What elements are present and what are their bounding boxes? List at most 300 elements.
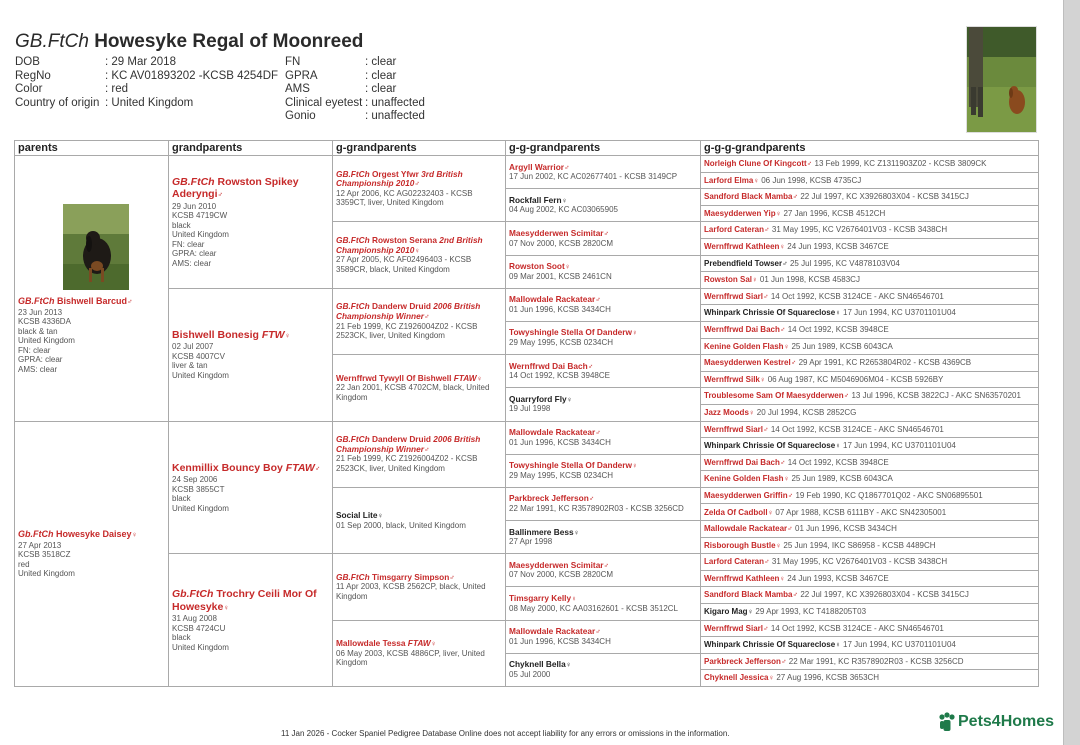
pedigree-row: [15, 156, 1039, 173]
g-g-g-grandparent-cell: [701, 670, 1039, 687]
sex-symbol: ♂: [588, 494, 595, 504]
dog-name-text: Larford Cateran: [704, 225, 765, 235]
dog-detail: GPRA: clear: [172, 249, 217, 259]
sex-symbol: ♀: [631, 461, 638, 471]
dog-name[interactable]: [509, 660, 697, 670]
title-suffix: FTW: [261, 328, 285, 341]
dog-name[interactable]: [172, 329, 329, 343]
dog-detail: KCSB 4336DA: [18, 317, 71, 327]
dog-detail: United Kingdom: [172, 642, 229, 652]
dog-detail: 12 Apr 2006, KC AG02232403 - KCSB 3359CT, liver, United Kingdom: [336, 188, 473, 208]
sex-symbol: ♂: [792, 192, 799, 202]
g-g-grandparent-cell: [506, 587, 701, 620]
dog-name[interactable]: [509, 295, 697, 305]
dog-detail: 06 Jun 1998, KCSB 4735CJ: [761, 175, 862, 185]
g-g-g-grandparent-cell: [701, 637, 1039, 654]
dog-name[interactable]: [704, 225, 770, 234]
dog-name-text: Risborough Bustle: [704, 540, 776, 550]
g-g-g-grandparent-cell: [701, 205, 1039, 222]
dog-name-text: Troublesome Sam Of Maesydderwen: [704, 391, 844, 401]
sex-symbol: ♂: [762, 623, 769, 633]
info-label: RegNo: [15, 69, 51, 82]
g-g-g-grandparent-cell: [701, 371, 1039, 388]
dog-name-text: Timsgarry Simpson: [371, 571, 450, 582]
dog-name[interactable]: [509, 163, 697, 173]
dog-name-text: Howesyke Daisey: [56, 529, 132, 539]
footer-disclaimer: 11 Jan 2026 - Cocker Spaniel Pedigree Database Online does not accept liability for any errors or omissions in the information.: [281, 729, 730, 738]
dog-name[interactable]: [509, 627, 697, 637]
parent-cell: [15, 156, 169, 422]
grandparent-cell: [169, 421, 333, 554]
dog-name[interactable]: [336, 573, 502, 583]
g-g-grandparent-cell: [506, 521, 701, 554]
dog-name-text: Wernffrwd Dai Bach: [704, 457, 780, 467]
sex-symbol: ♂: [414, 179, 421, 189]
dog-name-text: Maesydderwen Kestrel: [704, 358, 791, 368]
dog-detail: 13 Jul 1996, KCSB 3822CJ - AKC SN63570201: [851, 391, 1021, 401]
dog-name-text: Whinpark Chrissie Of Squareclose: [704, 441, 836, 451]
dog-detail: 14 Oct 1992, KCSB 3124CE - AKC SN46546701: [770, 291, 944, 301]
dog-detail: 02 Jul 2007: [172, 342, 214, 352]
dog-name-text: Danderw Druid: [371, 434, 431, 445]
g-g-g-grandparent-cell: [701, 521, 1039, 538]
info-value: : 29 Mar 2018: [105, 56, 176, 68]
dog-detail: 22 Jan 2001, KCSB 4702CM, black, United Kingdom: [336, 383, 490, 402]
sex-symbol: ♀: [564, 262, 571, 272]
title-suffix: FTAW: [285, 461, 315, 474]
dog-detail: FN: clear: [172, 239, 205, 249]
dog-detail: 25 Jun 1989, KCSB 6043CA: [791, 341, 893, 351]
sex-symbol: ♂: [595, 428, 601, 438]
sex-symbol: ♂: [779, 457, 786, 467]
dog-detail: 01 Jun 1996, KCSB 3434CH: [509, 636, 611, 646]
info-label: Clinical eyetest: [285, 96, 363, 109]
dog-name-text: Maesydderwen Griffin: [704, 490, 788, 500]
dog-name-text: Mallowdale Rackatear: [509, 294, 596, 305]
info-row: [285, 97, 425, 111]
title-prefix: GB.FtCh: [336, 168, 370, 179]
sex-symbol: ♀: [779, 242, 786, 252]
dog-name[interactable]: [704, 375, 765, 384]
dog-name-text: Whinpark Chrissie Of Squareclose: [704, 640, 836, 650]
parent-cell: [15, 421, 169, 687]
dog-name[interactable]: [704, 541, 781, 550]
sex-symbol: ♀: [131, 530, 138, 539]
g-g-g-grandparent-cell: [701, 537, 1039, 554]
dog-name[interactable]: [704, 242, 785, 251]
dog-name-text: Bishwell Bonesig: [172, 328, 259, 341]
dog-name-text: Maesydderwen Scimitar: [509, 227, 604, 238]
g-g-g-grandparent-cell: [701, 338, 1039, 355]
dog-name[interactable]: [704, 508, 773, 517]
dog-name[interactable]: [704, 342, 789, 351]
dog-name[interactable]: [509, 594, 697, 604]
dog-name[interactable]: [509, 428, 697, 438]
dog-detail: 21 Feb 1999, KC Z1926004Z02 - KCSB 2523CK, liver, United Kingdom: [336, 321, 478, 341]
g-g-g-grandparent-cell: [701, 305, 1039, 322]
dog-name[interactable]: [509, 328, 697, 338]
dog-name[interactable]: [704, 292, 769, 301]
sex-symbol: ♀: [835, 441, 841, 451]
sex-symbol: ♀: [752, 275, 758, 285]
dog-detail: United Kingdom: [172, 503, 229, 513]
sex-symbol: ♂: [762, 291, 769, 301]
info-value: : clear: [365, 83, 397, 96]
dog-detail: 07 Apr 1988, KCSB 6111BY - AKC SN42305001: [775, 507, 947, 517]
sex-symbol: ♀: [779, 573, 786, 583]
title-suffix: 2006 British Championship Winner: [336, 434, 481, 454]
grandparent-cell: [169, 288, 333, 421]
page-title: [15, 31, 363, 53]
g-g-grandparent-cell: [506, 487, 701, 520]
title-suffix: FTAW: [407, 638, 431, 649]
dog-detail: 29 May 1995, KCSB 0234CH: [509, 338, 614, 348]
dog-detail: 01 Jun 1996, KCSB 3434CH: [795, 524, 897, 534]
dog-name-text: Wernffrwd Kathleen: [704, 242, 780, 252]
dog-name[interactable]: [704, 458, 786, 467]
g-grandparent-cell: [333, 620, 506, 686]
info-row: [15, 70, 278, 84]
g-grandparent-cell: [333, 288, 506, 354]
g-g-grandparent-cell: [506, 454, 701, 487]
info-value: : unaffected: [365, 96, 425, 109]
sex-symbol: ♀: [566, 394, 573, 404]
dog-detail: 31 May 1995, KC V2676401V03 - KCSB 3438CH: [771, 225, 948, 235]
page-edge: [1063, 0, 1080, 745]
sex-symbol: ♀: [783, 341, 790, 351]
dog-detail: United Kingdom: [172, 370, 229, 380]
dog-name[interactable]: [704, 557, 770, 566]
dog-name-text: Trochry Ceili Mor Of Howesyke: [172, 588, 317, 613]
sex-symbol: ♂: [423, 311, 430, 321]
dog-name-text: Wernffrwd Silk: [704, 374, 760, 384]
dog-name-text: Mallowdale Rackatear: [704, 524, 788, 534]
dog-name[interactable]: [509, 395, 697, 405]
dog-name[interactable]: [509, 362, 697, 372]
pedigree-row: [15, 421, 1039, 438]
dog-name[interactable]: [18, 296, 165, 308]
g-g-grandparent-cell: [506, 388, 701, 421]
dog-name[interactable]: [704, 408, 755, 417]
sex-symbol: ♂: [806, 159, 813, 169]
dog-name[interactable]: [172, 462, 329, 476]
sex-symbol: ♂: [595, 295, 601, 305]
dog-detail: liver & tan: [172, 361, 208, 371]
sex-symbol: ♀: [430, 639, 437, 649]
g-g-g-grandparent-cell: [701, 653, 1039, 670]
title-prefix: GB.FtCh: [336, 234, 370, 245]
dog-name[interactable]: [704, 607, 753, 616]
g-g-g-grandparent-cell: [701, 238, 1039, 255]
info-value: : unaffected: [365, 110, 425, 123]
g-grandparent-cell: [333, 156, 506, 222]
dog-name[interactable]: [704, 159, 812, 168]
g-g-g-grandparent-cell: [701, 288, 1039, 305]
sex-symbol: ♀: [476, 373, 483, 383]
g-grandparent-cell: [333, 487, 506, 553]
g-g-grandparent-cell: [506, 156, 701, 189]
dog-name-text: Chyknell Bella: [509, 659, 566, 670]
g-g-grandparent-cell: [506, 421, 701, 454]
title-prefix: GB.FtCh: [336, 301, 370, 312]
g-grandparent-cell: [333, 554, 506, 620]
sex-symbol: ♂: [449, 572, 455, 582]
dog-detail: 24 Jun 1993, KCSB 3467CE: [787, 242, 889, 252]
dog-detail: 29 Apr 1993, KC T4188205T03: [755, 607, 867, 617]
dog-name-text: Quarryford Fly: [509, 393, 567, 404]
g-g-g-grandparent-cell: [701, 321, 1039, 338]
sex-symbol: ♂: [595, 627, 601, 637]
sex-symbol: ♀: [571, 593, 577, 603]
dog-name-text: Towyshingle Stella Of Danderw: [509, 327, 632, 338]
sex-symbol: ♀: [767, 507, 774, 517]
title-prefix: GB.FtCh: [336, 571, 370, 582]
g-g-g-grandparent-cell: [701, 487, 1039, 504]
g-g-g-grandparent-cell: [701, 255, 1039, 272]
dog-detail: KCSB 4724CU: [172, 623, 226, 633]
header-g-g-grandparents: g-g-grandparents: [506, 141, 701, 156]
sex-symbol: ♀: [783, 474, 790, 484]
dog-name-text: Orgest Yfwr: [371, 168, 419, 179]
dog-name-text: Norleigh Clune Of Kingcott: [704, 159, 807, 169]
dog-name[interactable]: [704, 673, 774, 682]
sex-symbol: ♂: [587, 361, 594, 371]
dog-detail: 01 Jun 1996, KCSB 3434CH: [509, 437, 611, 447]
dog-name[interactable]: [336, 302, 502, 321]
dog-detail: 22 Mar 1991, KC R3578902R03 - KCSB 3256CD: [509, 504, 684, 514]
sex-symbol: ♂: [127, 297, 133, 307]
dog-name[interactable]: [509, 229, 697, 239]
dog-name[interactable]: [509, 196, 697, 206]
dog-name[interactable]: [704, 325, 786, 334]
dog-detail: 29 May 1995, KCSB 0234CH: [509, 470, 614, 480]
g-g-g-grandparent-cell: [701, 156, 1039, 173]
sex-symbol: ♀: [753, 175, 759, 185]
g-g-g-grandparent-cell: [701, 388, 1039, 405]
dog-detail: 25 Jun 1989, KCSB 6043CA: [791, 474, 893, 484]
sex-symbol: ♀: [284, 330, 291, 340]
info-row: [285, 56, 425, 70]
dog-name[interactable]: [704, 474, 789, 483]
dog-name-text: Jazz Moods: [704, 407, 749, 417]
dog-name[interactable]: [704, 308, 841, 317]
dog-name-text: Kenmillix Bouncy Boy: [172, 461, 283, 474]
dog-name-text: Larford Cateran: [704, 557, 765, 567]
info-value: : United Kingdom: [105, 96, 194, 109]
sex-symbol: ♂: [314, 463, 321, 473]
info-label: GPRA: [285, 69, 318, 82]
dog-detail: 17 Jun 2002, KC AC02677401 - KCSB 3149CP: [509, 172, 678, 182]
dog-name-text: Wernffrwd Siarl: [704, 623, 763, 633]
g-g-g-grandparent-cell: [701, 620, 1039, 637]
dog-detail: black: [172, 220, 191, 230]
info-row: [15, 83, 278, 97]
sex-symbol: ♂: [603, 228, 610, 238]
sex-symbol: ♂: [564, 162, 570, 172]
info-value: : clear: [365, 56, 397, 68]
g-g-g-grandparent-cell: [701, 570, 1039, 587]
dog-name[interactable]: [704, 624, 769, 633]
g-g-g-grandparent-cell: [701, 172, 1039, 189]
dog-detail: 17 Jun 1994, KC U3701101U04: [843, 441, 956, 451]
dog-name-text: Kenine Golden Flash: [704, 341, 784, 351]
dog-name-text: Rowston Spikey Aderyngi: [172, 175, 299, 201]
title-prefix: GB.FtCh: [336, 434, 370, 445]
g-g-grandparent-cell: [506, 255, 701, 288]
dog-name[interactable]: [336, 236, 502, 255]
dog-name[interactable]: [704, 574, 785, 583]
grandparent-cell: [169, 156, 333, 289]
dog-name-text: Rockfall Fern: [509, 194, 562, 205]
dog-detail: 01 Sep 2000, black, United Kingdom: [336, 520, 466, 530]
dog-name[interactable]: [509, 262, 697, 272]
info-row: [15, 97, 278, 111]
sex-symbol: ♂: [764, 557, 770, 567]
dog-name-text: Maesydderwen Yip: [704, 208, 776, 218]
sex-symbol: ♂: [792, 590, 799, 600]
title-suffix: 3rd British Championship 2010: [336, 168, 463, 189]
dog-name[interactable]: [704, 441, 841, 450]
dog-detail: black: [172, 494, 191, 504]
dog-detail: KCSB 4007CV: [172, 351, 225, 361]
dog-name[interactable]: [704, 259, 788, 268]
dog-detail: 01 Jun 1996, KCSB 3434CH: [509, 304, 611, 314]
dog-name-text: Bishwell Barcud: [57, 296, 128, 307]
dog-name[interactable]: [704, 524, 793, 533]
dog-detail: 25 Jun 1994, IKC S86958 - KCSB 4489CH: [783, 540, 936, 550]
dog-name[interactable]: [704, 176, 759, 185]
dog-name-text: Whinpark Chrissie Of Squareclose: [704, 308, 836, 318]
dog-name[interactable]: [704, 275, 758, 284]
sex-symbol: ♀: [573, 527, 580, 537]
info-label: Country of origin: [15, 96, 100, 109]
dog-detail: 29 Apr 1991, KC R2653804R02 - KCSB 4369CB: [798, 358, 972, 368]
dog-name[interactable]: [172, 588, 329, 614]
dog-detail: 21 Feb 1999, KC Z1926004Z02 - KCSB 2523CK, liver, United Kingdom: [336, 454, 478, 473]
dog-detail: KCSB 3518CZ: [18, 550, 71, 559]
dog-name[interactable]: [704, 590, 798, 599]
dog-detail: AMS: clear: [18, 364, 58, 374]
dog-name[interactable]: [704, 640, 841, 649]
dog-name-text: Sandford Black Mamba: [704, 590, 793, 600]
g-g-grandparent-cell: [506, 554, 701, 587]
dog-name-text: Timsgarry Kelly: [509, 592, 572, 603]
dog-name-text: Parkbreck Jefferson: [704, 656, 781, 666]
g-g-g-grandparent-cell: [701, 272, 1039, 289]
dog-name[interactable]: [704, 425, 769, 434]
dog-name[interactable]: [336, 639, 502, 649]
info-value: : red: [105, 83, 129, 96]
dog-detail: 20 Jul 1994, KCSB 2852CG: [756, 407, 857, 417]
g-g-g-grandparent-cell: [701, 404, 1039, 421]
dog-detail: 14 Oct 1992, KCSB 3948CE: [509, 371, 610, 381]
dog-name-text: Wernffrwd Kathleen: [704, 573, 780, 583]
dog-thumbnail: [63, 204, 129, 290]
pedigree-row: [15, 554, 1039, 571]
info-value: : clear: [365, 69, 397, 82]
dog-detail: 08 May 2000, KC AA03162601 - KCSB 3512CL: [509, 603, 678, 613]
dog-name-text: Kenine Golden Flash: [704, 474, 784, 484]
title-suffix: 2nd British Championship 2010: [336, 234, 483, 255]
dog-name[interactable]: [509, 561, 697, 571]
dog-detail: 06 May 2003, KCSB 4886CP, liver, United Kingdom: [336, 648, 485, 668]
sex-symbol: ♀: [747, 607, 754, 617]
dog-detail: 22 Jul 1997, KC X3926803X04 - KCSB 3415CJ: [800, 192, 969, 202]
dog-name[interactable]: [172, 176, 329, 202]
dog-name[interactable]: [704, 192, 798, 201]
dog-name-text: Wernffrwd Siarl: [704, 424, 763, 434]
dog-name-text: Chyknell Jessica: [704, 673, 769, 683]
dog-detail: United Kingdom: [172, 230, 229, 240]
g-g-g-grandparent-cell: [701, 471, 1039, 488]
dog-detail: AMS: clear: [172, 258, 212, 268]
dog-detail: 29 Jun 2010: [172, 201, 217, 211]
sex-symbol: ♂: [423, 444, 430, 454]
dog-name-text: Kigaro Mag: [704, 607, 748, 617]
pedigree-row: [15, 288, 1039, 305]
dog-name[interactable]: [336, 170, 502, 189]
header-parents: parents: [15, 141, 169, 156]
dog-name[interactable]: [704, 209, 781, 218]
dog-name[interactable]: [336, 435, 502, 454]
dog-name[interactable]: [336, 511, 502, 521]
header-g-g-g-grandparents: g-g-g-grandparents: [701, 141, 1039, 156]
pets4homes-logo[interactable]: [938, 712, 1054, 732]
dog-name-text: Mallowdale Rackatear: [509, 626, 596, 637]
sex-symbol: ♂: [764, 225, 770, 235]
info-row: [285, 83, 425, 97]
sex-symbol: ♀: [775, 540, 782, 550]
dog-detail: 09 Mar 2001, KCSB 2461CN: [509, 271, 612, 281]
sex-symbol: ♀: [631, 328, 638, 338]
dog-detail: 19 Feb 1990, KC Q1867701Q02 - AKC SN06895501: [795, 490, 983, 500]
sex-symbol: ♂: [762, 424, 769, 434]
dog-detail: KCSB 4719CW: [172, 211, 228, 221]
g-g-g-grandparent-cell: [701, 421, 1039, 438]
dog-name-text: Rowston Sal: [704, 275, 753, 285]
dog-name[interactable]: [18, 529, 165, 541]
sex-symbol: ♀: [223, 602, 229, 612]
dog-name[interactable]: [704, 391, 849, 400]
dog-name[interactable]: [509, 528, 697, 538]
dog-name-text: Prebendfield Towser: [704, 258, 783, 268]
dog-name[interactable]: [509, 494, 697, 504]
dog-detail: 14 Oct 1992, KCSB 3948CE: [787, 457, 889, 467]
dog-name[interactable]: [336, 374, 502, 384]
sex-symbol: ♂: [217, 190, 224, 200]
dog-detail: 24 Sep 2006: [172, 475, 218, 485]
dog-info-right: [285, 56, 425, 124]
dog-detail: 06 Aug 1987, KC M5046906M04 - KCSB 5926BY: [767, 374, 944, 384]
g-g-grandparent-cell: [506, 189, 701, 222]
dog-name-text: Parkbreck Jefferson: [509, 493, 589, 504]
sex-symbol: ♀: [561, 195, 568, 205]
dog-name[interactable]: [704, 491, 793, 500]
title-prefix: Gb.FtCh: [172, 588, 214, 601]
info-label: FN: [285, 56, 301, 68]
info-label: DOB: [15, 56, 40, 68]
dog-detail: 04 Aug 2002, KC AC03065905: [509, 205, 618, 215]
dog-name-text: Ballinmere Bess: [509, 526, 574, 537]
g-g-g-grandparent-cell: [701, 355, 1039, 372]
dog-name[interactable]: [704, 358, 796, 367]
dog-detail: 31 May 1995, KC V2676401V03 - KCSB 3438CH: [771, 557, 948, 567]
dog-name-text: Wernffrwd Tywyll Of Bishwell: [336, 372, 452, 383]
dog-detail: red: [18, 559, 30, 569]
dog-name[interactable]: [509, 461, 697, 471]
dog-name[interactable]: [704, 657, 787, 666]
dog-detail: 27 Apr 2013: [18, 540, 62, 550]
